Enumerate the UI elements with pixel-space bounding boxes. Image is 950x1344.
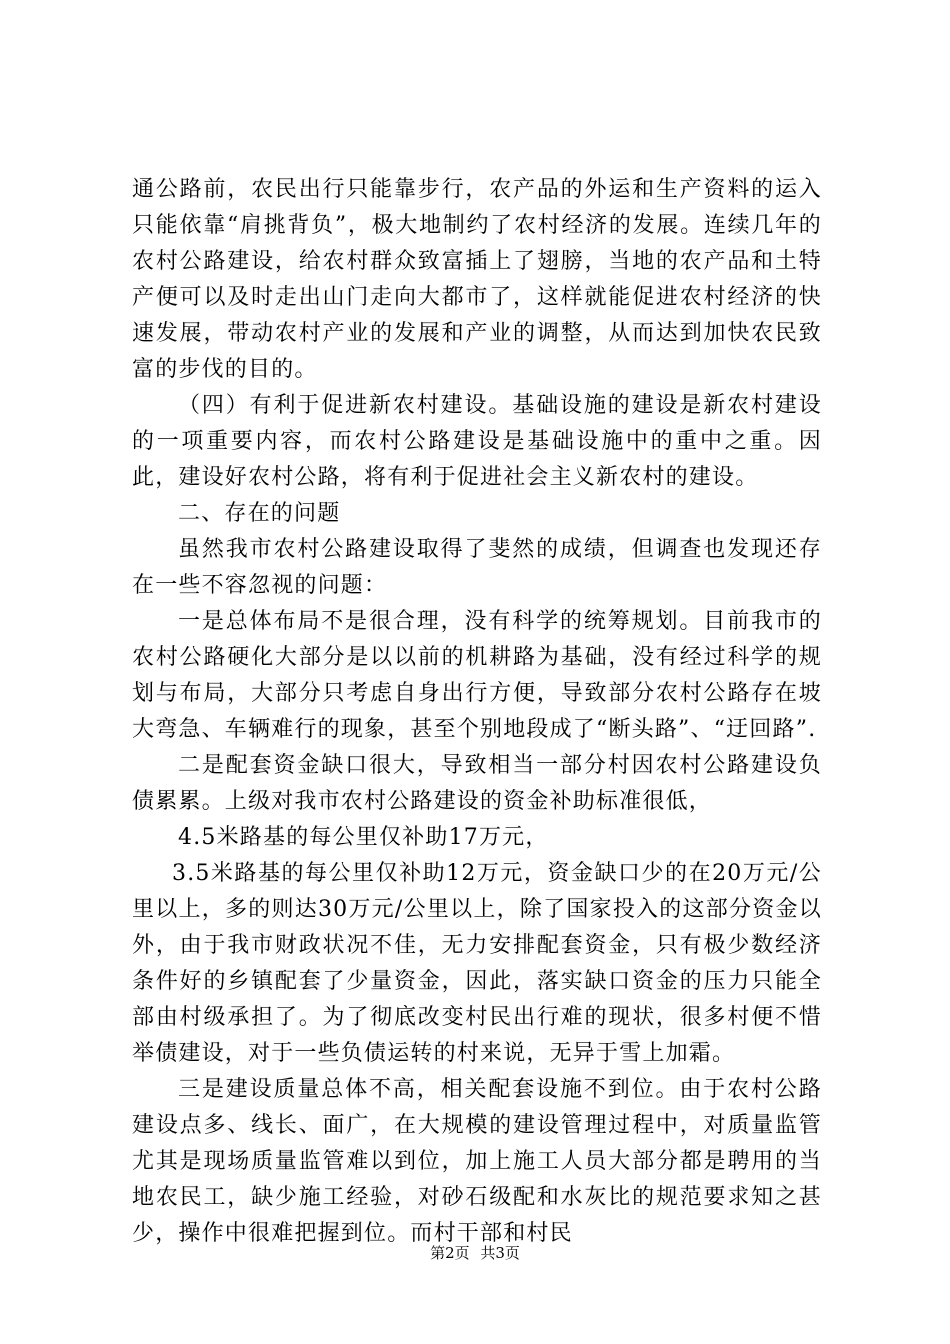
- paragraph-continuation: 通公路前，农民出行只能靠步行，农产品的外运和生产资料的运入只能依靠“肩挑背负”，极大地制约了农村经济的发展。连续几年的农村公路建设，给农村群众致富插上了翅膀，当地的农产品和土特产便可以及时走出山门走向大都市了，这样就能促进农村经济的快速发展，带动农村产业的发展和产业的调整，从而达到加快农民致富的步伐的目的。: [132, 177, 822, 382]
- total-pages: 共3页: [480, 1244, 520, 1262]
- paragraph-problems-intro: 虽然我市农村公路建设取得了斐然的成绩，但调查也发现还存在一些不容忽视的问题：: [132, 537, 822, 598]
- page-footer: [0, 1243, 950, 1263]
- paragraph-problem-three: 三是建设质量总体不高，相关配套设施不到位。由于农村公路建设点多、线长、面广，在大规模的建设管理过程中，对质量监管尤其是现场质量监管难以到位，加上施工人员大部分都是聘用的当地农民工，缺少施工经验，对砂石级配和水灰比的规范要求知之甚少，操作中很难把握到位。而村干部和村民: [132, 1077, 822, 1246]
- section-heading-problems: 二、存在的问题: [178, 501, 341, 526]
- paragraph-problem-one: 一是总体布局不是很合理，没有科学的统筹规划。目前我市的农村公路硬化大部分是以以前的机耕路为基础，没有经过科学的规划与布局，大部分只考虑自身出行方便，导致部分农村公路存在坡大弯急、车辆难行的现象，甚至个别地段成了“断头路”、“迂回路”.: [132, 609, 822, 742]
- paragraph-problem-two: 二是配套资金缺口很大，导致相当一部分村因农村公路建设负债累累。上级对我市农村公路建设的资金补助标准很低，: [132, 753, 822, 814]
- paragraph-subsidy-4-5m: 4.5米路基的每公里仅补助17万元，: [178, 825, 549, 850]
- paragraph-subsidy-3-5m: 3.5米路基的每公里仅补助12万元，资金缺口少的在20万元/公里以上，多的则达30万元/公里以上，除了国家投入的这部分资金以外，由于我市财政状况不佳，无力安排配套资金，只有极少数经济条件好的乡镇配套了少量资金，因此，落实缺口资金的压力只能全部由村级承担了。为了彻底改变村民出行难的现状，很多村便不惜举债建设，对于一些负债运转的村来说，无异于雪上加霜。: [132, 861, 822, 1066]
- document-body: [132, 172, 822, 1252]
- paragraph-section-four: （四）有利于促进新农村建设。基础设施的建设是新农村建设的一项重要内容，而农村公路建设是基础设施中的重中之重。因此，建设好农村公路，将有利于促进社会主义新农村的建设。: [132, 393, 822, 490]
- page-number: 第2页: [430, 1244, 470, 1262]
